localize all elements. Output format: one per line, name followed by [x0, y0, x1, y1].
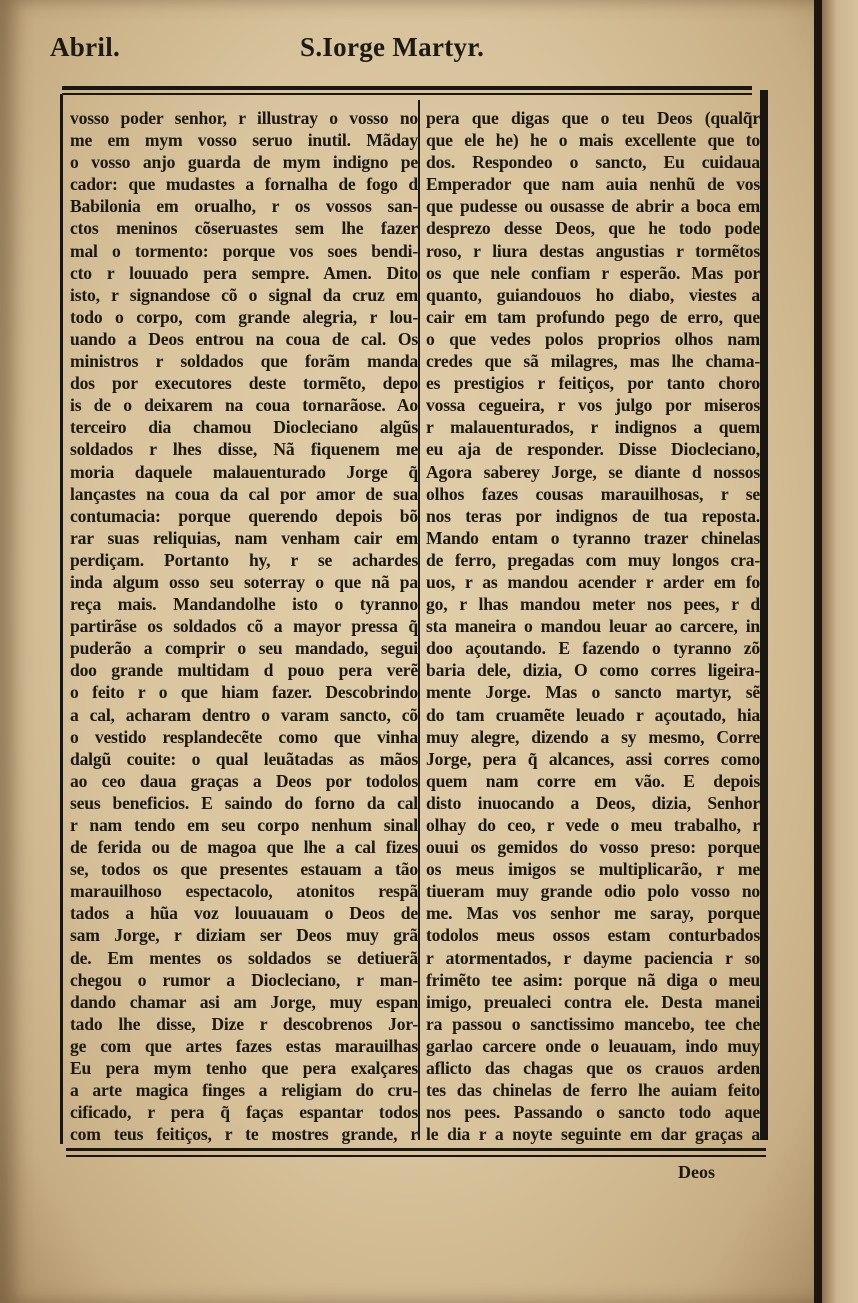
text-line: o feito r o que hiam fazer. Descobrindo	[70, 682, 418, 703]
text-line: mal o tormento: porque vos soes bendi-	[70, 240, 418, 261]
text-line: lançastes na coua da cal por amor de sua	[70, 483, 418, 504]
text-line: que pudesse ou ousasse de abrir a boca em	[426, 196, 760, 217]
text-line: ctos meninos cõseruastes sem lhe fazer	[70, 218, 418, 239]
text-line: chegou o rumor a Diocleciano, r man-	[70, 969, 418, 990]
text-line: me. Mas vos senhor me saray, porque	[426, 903, 760, 924]
bottom-rule-thin	[66, 1155, 766, 1157]
text-line: le dia r a noyte seguinte em dar graças a	[426, 1124, 760, 1145]
text-line: o que vedes polos proprios olhos nam	[426, 328, 760, 349]
text-line: moria daquele malauenturado Jorge q̃	[70, 461, 418, 482]
text-line: todo o corpo, com grande alegria, r lou-	[70, 306, 418, 327]
text-line: credes que sã milagres, mas lhe chama-	[426, 351, 760, 372]
text-line: a arte magica finges a religiam do cru-	[70, 1080, 418, 1101]
text-line: a cal, acharam dentro o varam sancto, cõ	[70, 704, 418, 725]
text-line: dando chamar asi am Jorge, muy espan	[70, 991, 418, 1012]
text-line: Agora saberey Jorge, se diante d nossos	[426, 461, 760, 482]
text-line: todolos meus ossos estam conturbados	[426, 925, 760, 946]
right-column	[426, 107, 760, 1145]
text-line: mente Jorge. Mas o sancto martyr, sẽ	[426, 682, 760, 703]
text-line: isto, r signandose cõ o signal da cruz em	[70, 284, 418, 305]
text-line: go, r lhas mandou meter nos pees, r d	[426, 594, 760, 615]
text-line: doo açoutando. E fazendo o tyranno zõ	[426, 638, 760, 659]
text-line: contumacia: porque querendo depois bõ	[70, 505, 418, 526]
text-line: r atormentados, r dayme paciencia r so	[426, 947, 760, 968]
text-line: se, todos os que presentes estauam a tão	[70, 859, 418, 880]
text-line: r malauenturados, r indignos a quem	[426, 417, 760, 438]
text-line: os que nele confiam r esperão. Mas por	[426, 262, 760, 283]
text-line: de ferro, pregadas com muy longos cra-	[426, 549, 760, 570]
text-line: o vestido resplandecẽte como que vinha	[70, 726, 418, 747]
text-line: frimẽto tee asim: porque nã diga o meu	[426, 969, 760, 990]
text-line: imigo, preualeci contra ele. Desta manei	[426, 991, 760, 1012]
text-line: marauilhoso espectacolo, atonitos respã	[70, 881, 418, 902]
text-line: que ele he) he o mais excellente que to	[426, 130, 760, 151]
text-line: dos. Respondeo o sancto, Eu cuidaua	[426, 152, 760, 173]
text-line: ouui os gemidos do vosso preso: porque	[426, 837, 760, 858]
text-line: me em mym vosso seruo inutil. Mãday	[70, 130, 418, 151]
text-line: Jorge, pera q̃ alcances, assi corres como	[426, 748, 760, 769]
top-rule-thin	[62, 93, 752, 95]
bottom-rule	[66, 1148, 766, 1151]
text-line: ao ceo daua graças a Deos por todolos	[70, 770, 418, 791]
text-line: aflicto das chagas que os crauos arden	[426, 1058, 760, 1079]
text-line: tes das chinelas de ferro lhe auiam feito	[426, 1080, 760, 1101]
text-line: desprezo desse Deos, que he todo pode	[426, 218, 760, 239]
text-line: rar suas reliquias, nam venham cair em	[70, 527, 418, 548]
text-line: Babilonia em orualho, r os vossos san-	[70, 196, 418, 217]
left-column-border	[60, 94, 63, 1144]
text-line: cto r louuado pera sempre. Amen. Dito	[70, 262, 418, 283]
text-line: ge com que artes fazes estas marauilhas	[70, 1035, 418, 1056]
text-line: dalgũ couite: o qual leuãtadas as mãos	[70, 748, 418, 769]
text-line: olhos fazes cousas marauilhosas, r se	[426, 483, 760, 504]
text-line: seus beneficios. E saindo do forno da cal	[70, 792, 418, 813]
text-line: cificado, r pera q̃ faças espantar todos	[70, 1102, 418, 1123]
text-line: olhay do ceo, r vede o meu trabalho, r	[426, 815, 760, 835]
text-line: tiueram muy grande odio polo vosso no	[426, 881, 760, 902]
catchword: Deos	[678, 1162, 715, 1182]
text-line: partirãse os soldados cõ a mayor pressa q̃	[70, 616, 418, 637]
top-rule	[62, 86, 752, 90]
text-line: garlao carcere onde o leuauam, indo muy	[426, 1035, 760, 1056]
text-line: uos, r as mandou acender r arder em fo	[426, 571, 760, 592]
text-line: es prestigios r feitiços, por tanto choro	[426, 373, 760, 394]
text-line: quem nam corre em vão. E depois	[426, 770, 760, 791]
text-line: muy alegre, dizendo a sy mesmo, Corre	[426, 726, 760, 747]
text-line: roso, r liura destas angustias r tormẽtos	[426, 240, 760, 261]
text-line: nos teras por indignos de tua reposta.	[426, 505, 760, 526]
text-line: r nam tendo em seu corpo nenhum sinal	[70, 815, 418, 835]
text-line: Mando entam o tyranno trazer chinelas	[426, 527, 760, 548]
text-line: pera que digas que o teu Deos (qualq̃r	[426, 108, 760, 128]
text-line: nos pees. Passando o sancto todo aque	[426, 1102, 760, 1123]
text-line: Emperador que nam auia nenhũ de vos	[426, 174, 760, 195]
text-line: reça mais. Mandandolhe isto o tyranno	[70, 594, 418, 615]
text-line: o vosso anjo guarda de mym indigno pe	[70, 152, 418, 173]
text-line: com teus feitiços, r te mostres grande, r	[70, 1124, 418, 1145]
text-line: is de o deixarem na coua tornarãose. Ao	[70, 395, 418, 416]
text-line: do tam cruamẽte leuado r açoutado, hia	[426, 704, 760, 725]
left-column	[70, 107, 418, 1145]
text-line: vossa cegueira, r vos julgo por miseros	[426, 395, 760, 416]
text-line: tado lhe disse, Dize r descobrenos Jor-	[70, 1013, 418, 1034]
text-line: cair em tam profundo pego de erro, que	[426, 306, 760, 327]
text-line: uando a Deos entrou na coua de cal. Os	[70, 328, 418, 349]
text-line: disto inuocando a Deos, dizia, Senhor	[426, 792, 760, 813]
text-line: Eu pera mym tenho que pera exalçares	[70, 1058, 418, 1079]
text-line: dos por executores deste tormẽto, depo	[70, 373, 418, 394]
text-line: quanto, guiandouos ho diabo, viestes a	[426, 284, 760, 305]
text-line: os meus imigos se multiplicarão, r me	[426, 859, 760, 880]
text-line: sta maneira o mandou leuar ao carcere, in	[426, 616, 760, 637]
text-line: vosso poder senhor, r illustray o vosso no	[70, 108, 418, 128]
text-line: puderão a comprir o seu mandado, segui	[70, 638, 418, 659]
running-head-month: Abril.	[50, 32, 121, 62]
text-line: ra passou o sanctissimo mancebo, tee che	[426, 1013, 760, 1034]
facing-page-edge	[822, 0, 858, 1303]
column-divider	[418, 100, 420, 1140]
right-column-border	[760, 90, 768, 1140]
text-line: baria dele, dizia, O como corres ligeira-	[426, 660, 760, 681]
text-line: de ferida ou de magoa que lhe a cal fizes	[70, 837, 418, 858]
text-line: sam Jorge, r diziam ser Deos muy grã	[70, 925, 418, 946]
running-head-title: S.Iorge Martyr.	[300, 32, 485, 62]
text-line: tados a hũa voz louuauam o Deos de	[70, 903, 418, 924]
text-line: cador: que mudastes a fornalha de fogo d	[70, 174, 418, 195]
text-line: inda algum osso seu soterray o que nã pa	[70, 571, 418, 592]
text-line: de. Em mentes os soldados se detiuerã	[70, 947, 418, 968]
text-line: eu aja de responder. Disse Diocleciano,	[426, 439, 760, 460]
text-line: ministros r soldados que forãm manda	[70, 351, 418, 372]
text-line: perdiçam. Portanto hy, r se achardes	[70, 549, 418, 570]
text-line: terceiro dia chamou Diocleciano algũs	[70, 417, 418, 438]
text-line: soldados r lhes disse, Nã fiquenem me	[70, 439, 418, 460]
text-line: doo grande multidam d pouo pera verẽ	[70, 660, 418, 681]
